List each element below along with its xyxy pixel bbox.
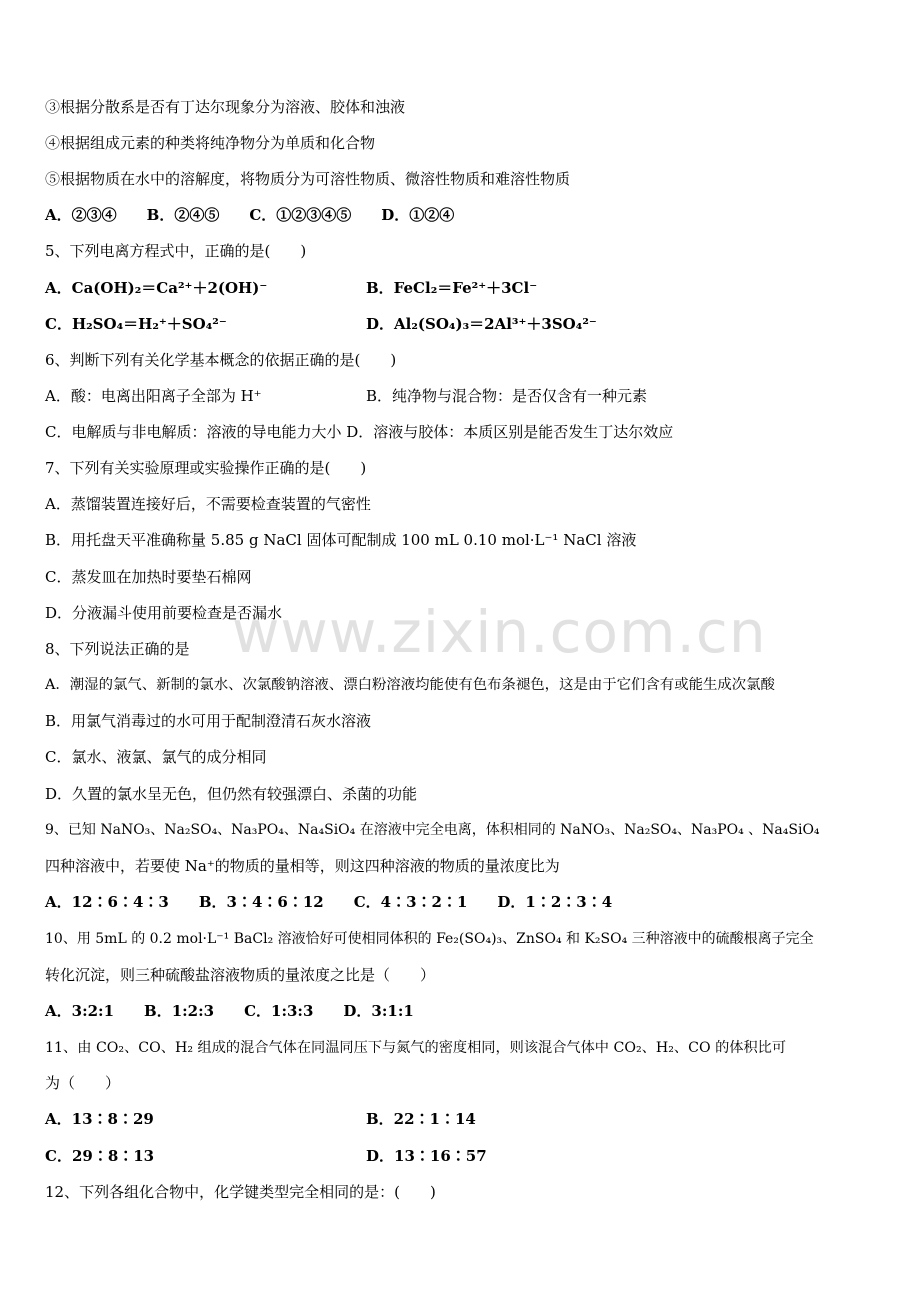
q8-option-d: D．久置的氯水呈无色，但仍然有较强漂白、杀菌的功能 bbox=[45, 785, 418, 803]
q12-stem: 12、下列各组化合物中，化学键类型完全相同的是：( ) bbox=[45, 1183, 436, 1201]
q10-options: A．3:2:1 B．1:2:3 C．1:3:3 D．3:1:1 bbox=[45, 1002, 414, 1020]
q11-option-c: C．29∶8∶13 bbox=[45, 1147, 155, 1165]
q7-option-c: C．蒸发皿在加热时要垫石棉网 bbox=[45, 568, 252, 586]
q6-option-cd: C．电解质与非电解质：溶液的导电能力大小 D．溶液与胶体：本质区别是能否发生丁达尔效应 bbox=[45, 423, 674, 441]
q11-stem-line1: 11、由 CO₂、CO、H₂ 组成的混合气体在同温同压下与氮气的密度相同，则该混合气体中 CO₂、H₂、CO 的体积比可 bbox=[45, 1040, 787, 1056]
q7-option-d: D．分液漏斗使用前要检查是否漏水 bbox=[45, 604, 283, 622]
q11-option-d: D．13∶16∶57 bbox=[366, 1147, 487, 1165]
watermark: www.zixin.com.cn bbox=[232, 598, 767, 666]
item-5-text: ⑤根据物质在水中的溶解度，将物质分为可溶性物质、微溶性物质和难溶性物质 bbox=[45, 170, 571, 188]
q8-option-a: A．潮湿的氯气、新制的氯水、次氯酸钠溶液、漂白粉溶液均能使有色布条褪色，这是由于它们含有或能生成次氯酸 bbox=[45, 677, 775, 693]
q10-stem-line1: 10、用 5mL 的 0.2 mol·L⁻¹ BaCl₂ 溶液恰好可使相同体积的 Fe₂(SO₄)₃、ZnSO₄ 和 K₂SO₄ 三种溶液中的硫酸根离子完全 bbox=[45, 931, 814, 947]
q11-option-a: A．13∶8∶29 bbox=[45, 1110, 154, 1128]
item-4-text: ④根据组成元素的种类将纯净物分为单质和化合物 bbox=[45, 134, 376, 152]
q7-stem: 7、下列有关实验原理或实验操作正确的是( ) bbox=[45, 459, 367, 477]
q11-stem-line2: 为（ ） bbox=[45, 1074, 121, 1092]
q8-option-b: B．用氯气消毒过的水可用于配制澄清石灰水溶液 bbox=[45, 712, 372, 730]
q5-option-c: C．H₂SO₄＝H₂⁺＋SO₄²⁻ bbox=[45, 315, 227, 333]
q6-option-b: B．纯净物与混合物：是否仅含有一种元素 bbox=[366, 387, 648, 405]
q6-stem: 6、判断下列有关化学基本概念的依据正确的是( ) bbox=[45, 351, 397, 369]
item-3-text: ③根据分散系是否有丁达尔现象分为溶液、胶体和浊液 bbox=[45, 98, 406, 116]
q9-options: A．12∶6∶4∶3 B．3∶4∶6∶12 C．4∶3∶2∶1 D．1∶2∶3∶4 bbox=[45, 893, 613, 911]
q7-option-a: A．蒸馏装置连接好后，不需要检查装置的气密性 bbox=[45, 495, 371, 513]
q5-option-b: B．FeCl₂＝Fe²⁺＋3Cl⁻ bbox=[366, 279, 538, 297]
q8-stem: 8、下列说法正确的是 bbox=[45, 640, 190, 658]
q10-stem-line2: 转化沉淀，则三种硫酸盐溶液物质的量浓度之比是（ ） bbox=[45, 966, 436, 984]
q5-stem: 5、下列电离方程式中，正确的是( ) bbox=[45, 242, 307, 260]
q7-option-b: B．用托盘天平准确称量 5.85 g NaCl 固体可配制成 100 mL 0.10 mol·L⁻¹ NaCl 溶液 bbox=[45, 531, 637, 549]
q5-option-a: A．Ca(OH)₂＝Ca²⁺＋2(OH)⁻ bbox=[45, 279, 268, 297]
q11-option-b: B．22∶1∶14 bbox=[366, 1110, 476, 1128]
q6-option-a: A．酸：电离出阳离子全部为 H⁺ bbox=[45, 387, 262, 405]
q9-stem-line1: 9、已知 NaNO₃、Na₂SO₄、Na₃PO₄、Na₄SiO₄ 在溶液中完全电离，体积相同的 NaNO₃、Na₂SO₄、Na₃PO₄ 、Na₄SiO₄ bbox=[45, 822, 820, 838]
q4-options: A．②③④ B．②④⑤ C．①②③④⑤ D．①②④ bbox=[45, 206, 455, 224]
q5-option-d: D．Al₂(SO₄)₃＝2Al³⁺＋3SO₄²⁻ bbox=[366, 315, 597, 333]
q9-stem-line2: 四种溶液中，若要使 Na⁺的物质的量相等，则这四种溶液的物质的量浓度比为 bbox=[45, 857, 560, 875]
q8-option-c: C．氯水、液氯、氯气的成分相同 bbox=[45, 748, 267, 766]
